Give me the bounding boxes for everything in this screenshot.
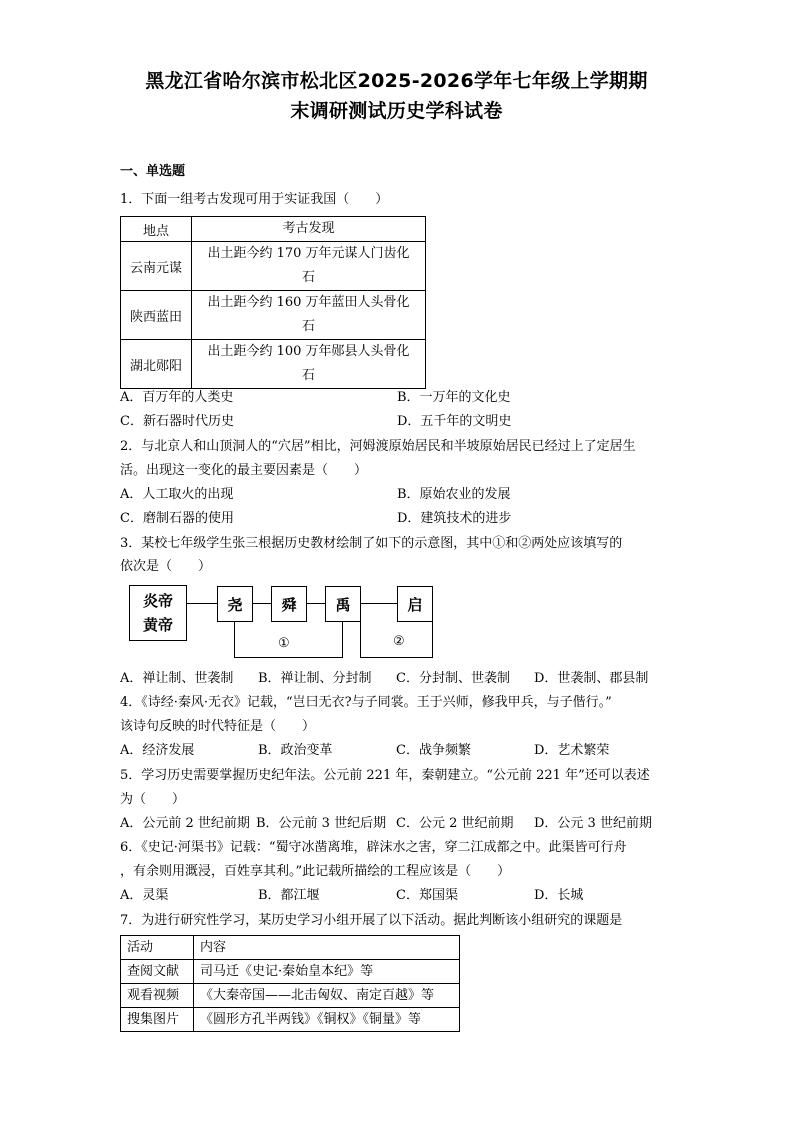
bracket-line [432,612,433,657]
find-text-line1: 出土距今约 100 万年郧县人头骨化 [207,344,410,359]
table-cell-place: 湖北郧阳 [121,340,192,389]
table-cell-activity: 搜集图片 [121,1008,194,1032]
connector-line [187,603,217,604]
q5-stem-line1: 5．学习历史需要掌握历史纪年法。公元前 221 年，秦朝建立。“公元前 221 年”还可以表述 [120,768,650,783]
table-cell-find [192,340,426,389]
q4-option-c: C．战争频繁 [396,743,471,758]
table-header-cell: 活动 [121,936,194,960]
table-header-row [121,936,460,960]
q5-option-a: A．公元前 2 世纪前期 [120,816,250,831]
q4-option-a: A．经济发展 [120,743,195,758]
q5-option-b: B．公元前 3 世纪后期 [256,816,387,831]
q1-stem: 1．下面一组考古发现可用于实证我国（ ） [120,192,389,207]
q6-stem-line2: ，有余则用溉浸，百姓享其利。”此记载所描绘的工程应该是（ ） [120,864,511,879]
q1-table [120,216,426,389]
q3-stem-line2: 依次是（ ） [120,559,212,574]
q6-option-b: B．都江堰 [258,888,320,903]
q2-stem-line1: 2．与北京人和山顶洞人的“穴居”相比，河姆渡原始居民和半坡原始居民已经过上了定居生 [120,439,636,454]
bracket-line [234,657,343,658]
q3-stem-line1: 3．某校七年级学生张三根据历史教材绘制了如下的示意图，其中①和②两处应该填写的 [120,536,623,551]
connector-line [253,603,271,604]
q2-stem-line2: 活。出现这一变化的最主要因素是（ ） [120,463,368,478]
table-cell-find [192,242,426,291]
box-shun: 舜 [271,586,307,622]
table-cell-activity: 观看视频 [121,984,194,1008]
table-row [121,291,426,340]
q5-stem-line2: 为（ ） [120,792,186,807]
table-cell-place: 陕西蓝田 [121,291,192,340]
q7-stem: 7．为进行研究性学习，某历史学习小组开展了以下活动。据此判断该小组研究的课题是 [120,913,623,928]
bracket-line [360,612,361,657]
box-text-huangdi: 黄帝 [142,616,173,634]
q4-stem-line2: 该诗句反映的时代特征是（ ） [120,719,316,734]
q1-option-b: B．一万年的文化史 [397,390,511,405]
q5-option-c: C．公元 2 世纪前期 [396,816,514,831]
q2-option-c: C．磨制石器的使用 [120,511,234,526]
q6-option-a: A．灵渠 [120,888,169,903]
q4-option-b: B．政治变革 [258,743,333,758]
q2-option-b: B．原始农业的发展 [397,487,511,502]
q3-option-d: D．世袭制、郡县制 [534,671,649,686]
bracket-line [342,622,343,657]
table-cell-place: 云南元谋 [121,242,192,291]
q4-stem-line1: 4．《诗经·秦风·无衣》记载，“岂曰无衣?与子同裳。王于兴师，修我甲兵，与子偕行。” [120,695,612,710]
find-text-line2: 石 [301,270,315,285]
box-yu: 禹 [325,586,361,622]
table-row [121,340,426,389]
find-text-line2: 石 [301,319,315,334]
table-header-cell: 地点 [121,217,192,242]
table-row [121,960,460,984]
blank-label-1: ① [278,636,290,651]
table-cell-activity: 查阅文献 [121,960,194,984]
find-text-line1: 出土距今约 170 万年元谋人门齿化 [207,246,410,261]
exam-title-line2: 末调研测试历史学科试卷 [290,100,503,122]
connector-line [307,603,325,604]
q4-option-d: D．艺术繁荣 [534,743,610,758]
q3-option-c: C．分封制、世袭制 [396,671,510,686]
table-header-cell: 内容 [194,936,460,960]
q2-option-a: A．人工取火的出现 [120,487,234,502]
table-row [121,242,426,291]
q6-option-c: C．郑国渠 [396,888,458,903]
table-header-row [121,217,426,242]
q3-option-a: A．禅让制、世袭制 [120,671,234,686]
find-text-line1: 出土距今约 160 万年蓝田人头骨化 [207,295,410,310]
q3-option-b: B．禅让制、分封制 [258,671,372,686]
q1-option-d: D．五千年的文明史 [397,414,512,429]
section-heading: 一、单选题 [120,164,186,179]
table-row [121,984,460,1008]
bracket-line [234,622,235,657]
connector-line [361,603,397,604]
q6-stem-line1: 6．《史记·河渠书》记载：“蜀守冰凿离堆，辟沫水之害，穿二江成都之中。此渠皆可行舟 [120,840,627,855]
q1-option-a: A．百万年的人类史 [120,390,234,405]
box-text-yandi: 炎帝 [142,592,173,610]
exam-title-line1: 黑龙江省哈尔滨市松北区2025-2026学年七年级上学期期 [145,70,648,92]
q6-option-d: D．长城 [534,888,584,903]
box-yao: 尧 [217,586,253,622]
table-cell-content: 《大秦帝国——北击匈奴、南定百越》等 [194,984,460,1008]
q5-option-d: D．公元 3 世纪前期 [534,816,652,831]
bracket-line [360,657,433,658]
table-cell-content: 司马迁《史记·秦始皇本纪》等 [194,960,460,984]
box-qi: 启 [397,586,433,622]
blank-label-2: ② [393,634,405,649]
table-cell-find [192,291,426,340]
succession-diagram [120,582,440,670]
find-text-line2: 石 [301,368,315,383]
q2-option-d: D．建筑技术的进步 [397,511,512,526]
box-yandi-huangdi [129,585,187,641]
table-header-cell: 考古发现 [192,217,426,242]
table-row [121,1008,460,1032]
table-cell-content: 《圆形方孔半两钱》《铜权》《铜量》等 [194,1008,460,1032]
q1-option-c: C．新石器时代历史 [120,414,234,429]
q7-table [120,935,460,1032]
